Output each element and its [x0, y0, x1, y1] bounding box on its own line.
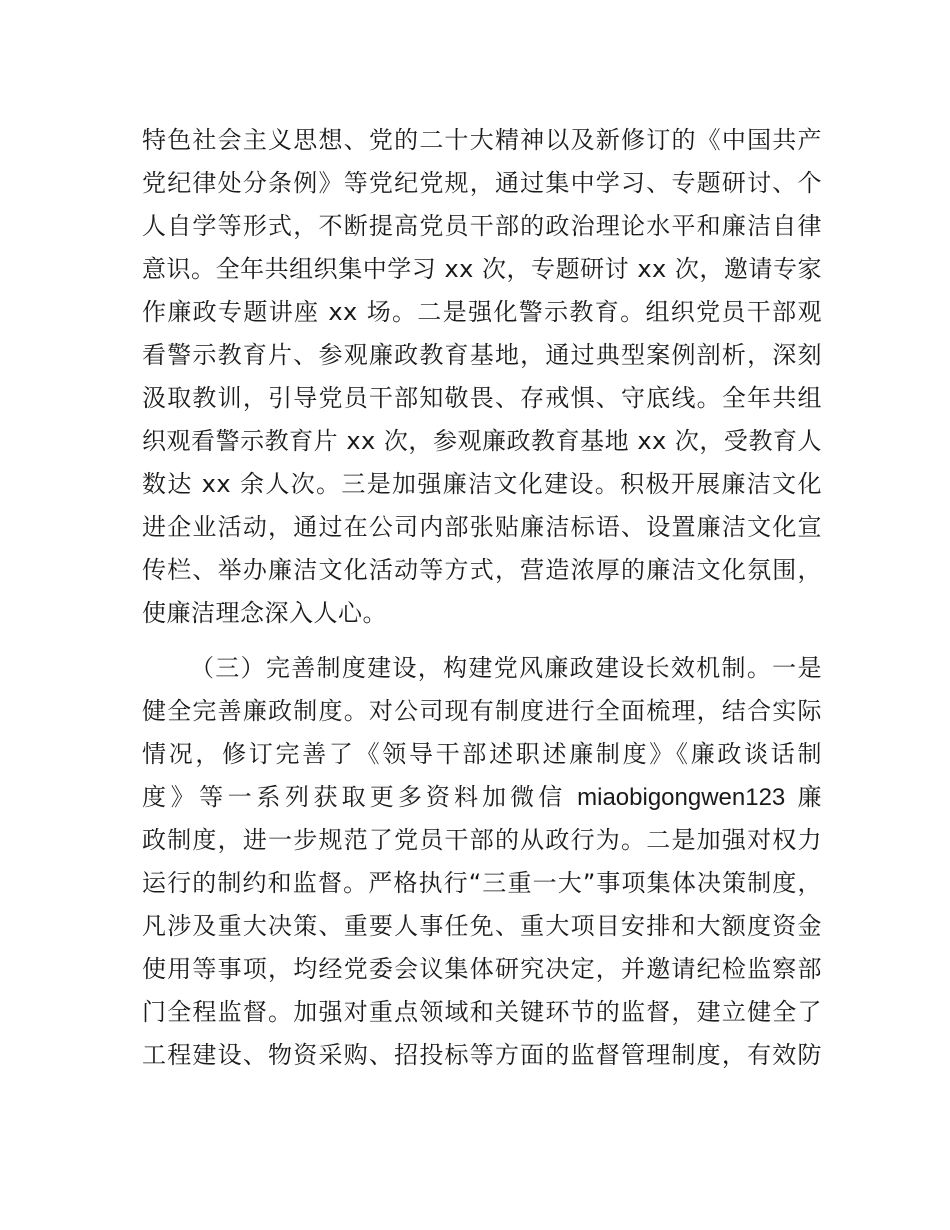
text-line: 门全程监督。加强对重点领域和关键环节的监督，建立健全了	[142, 998, 822, 1026]
text-line: 传栏、举办廉洁文化活动等方式，营造浓厚的廉洁文化氛围，	[142, 556, 822, 584]
section-heading-line: （三）完善制度建设，构建党风廉政建设长效机制。一是	[190, 654, 822, 682]
text-line: 看警示教育片、参观廉政教育基地，通过典型案例剖析，深刻	[142, 341, 822, 369]
text-line: 特色社会主义思想、党的二十大精神以及新修订的《中国共产	[142, 126, 822, 154]
text-line: 数达 xx 余人次。三是加强廉洁文化建设。积极开展廉洁文化	[142, 470, 822, 498]
text-line: 健全完善廉政制度。对公司现有制度进行全面梳理，结合实际	[142, 697, 822, 725]
text-line-with-watermark	[142, 775, 822, 819]
text-line: 使用等事项，均经党委会议集体研究决定，并邀请纪检监察部	[142, 955, 822, 983]
text-line: 工程建设、物资采购、招投标等方面的监督管理制度，有效防	[142, 1041, 822, 1069]
text-line: 运行的制约和监督。严格执行“三重一大”事项集体决策制度，	[142, 869, 822, 897]
text-line: 作廉政专题讲座 xx 场。二是强化警示教育。组织党员干部观	[142, 298, 822, 326]
text-line: 汲取教训，引导党员干部知敬畏、存戒惧、守底线。全年共组	[142, 384, 822, 412]
text-line: 党纪律处分条例》等党纪党规，通过集中学习、专题研讨、个	[142, 169, 822, 197]
text-line: 织观看警示教育片 xx 次，参观廉政教育基地 xx 次，受教育人	[142, 427, 822, 455]
text-fragment: 廉	[785, 783, 823, 811]
text-line: 意识。全年共组织集中学习 xx 次，专题研讨 xx 次，邀请专家	[142, 255, 822, 283]
text-line: 使廉洁理念深入人心。	[142, 599, 387, 627]
text-line: 凡涉及重大决策、重要人事任免、重大项目安排和大额度资金	[142, 912, 822, 940]
text-line: 政制度，进一步规范了党员干部的从政行为。二是加强对权力	[142, 826, 822, 854]
watermark-text: 获取更多资料加微信 miaobigongwen123	[313, 784, 786, 811]
text-line: 人自学等形式，不断提高党员干部的政治理论水平和廉洁自律	[142, 212, 822, 240]
text-fragment: 度》等一系列	[142, 783, 314, 811]
text-line: 进企业活动，通过在公司内部张贴廉洁标语、设置廉洁文化宣	[142, 513, 822, 541]
text-line: 情况，修订完善了《领导干部述职述廉制度》《廉政谈话制	[142, 740, 822, 768]
